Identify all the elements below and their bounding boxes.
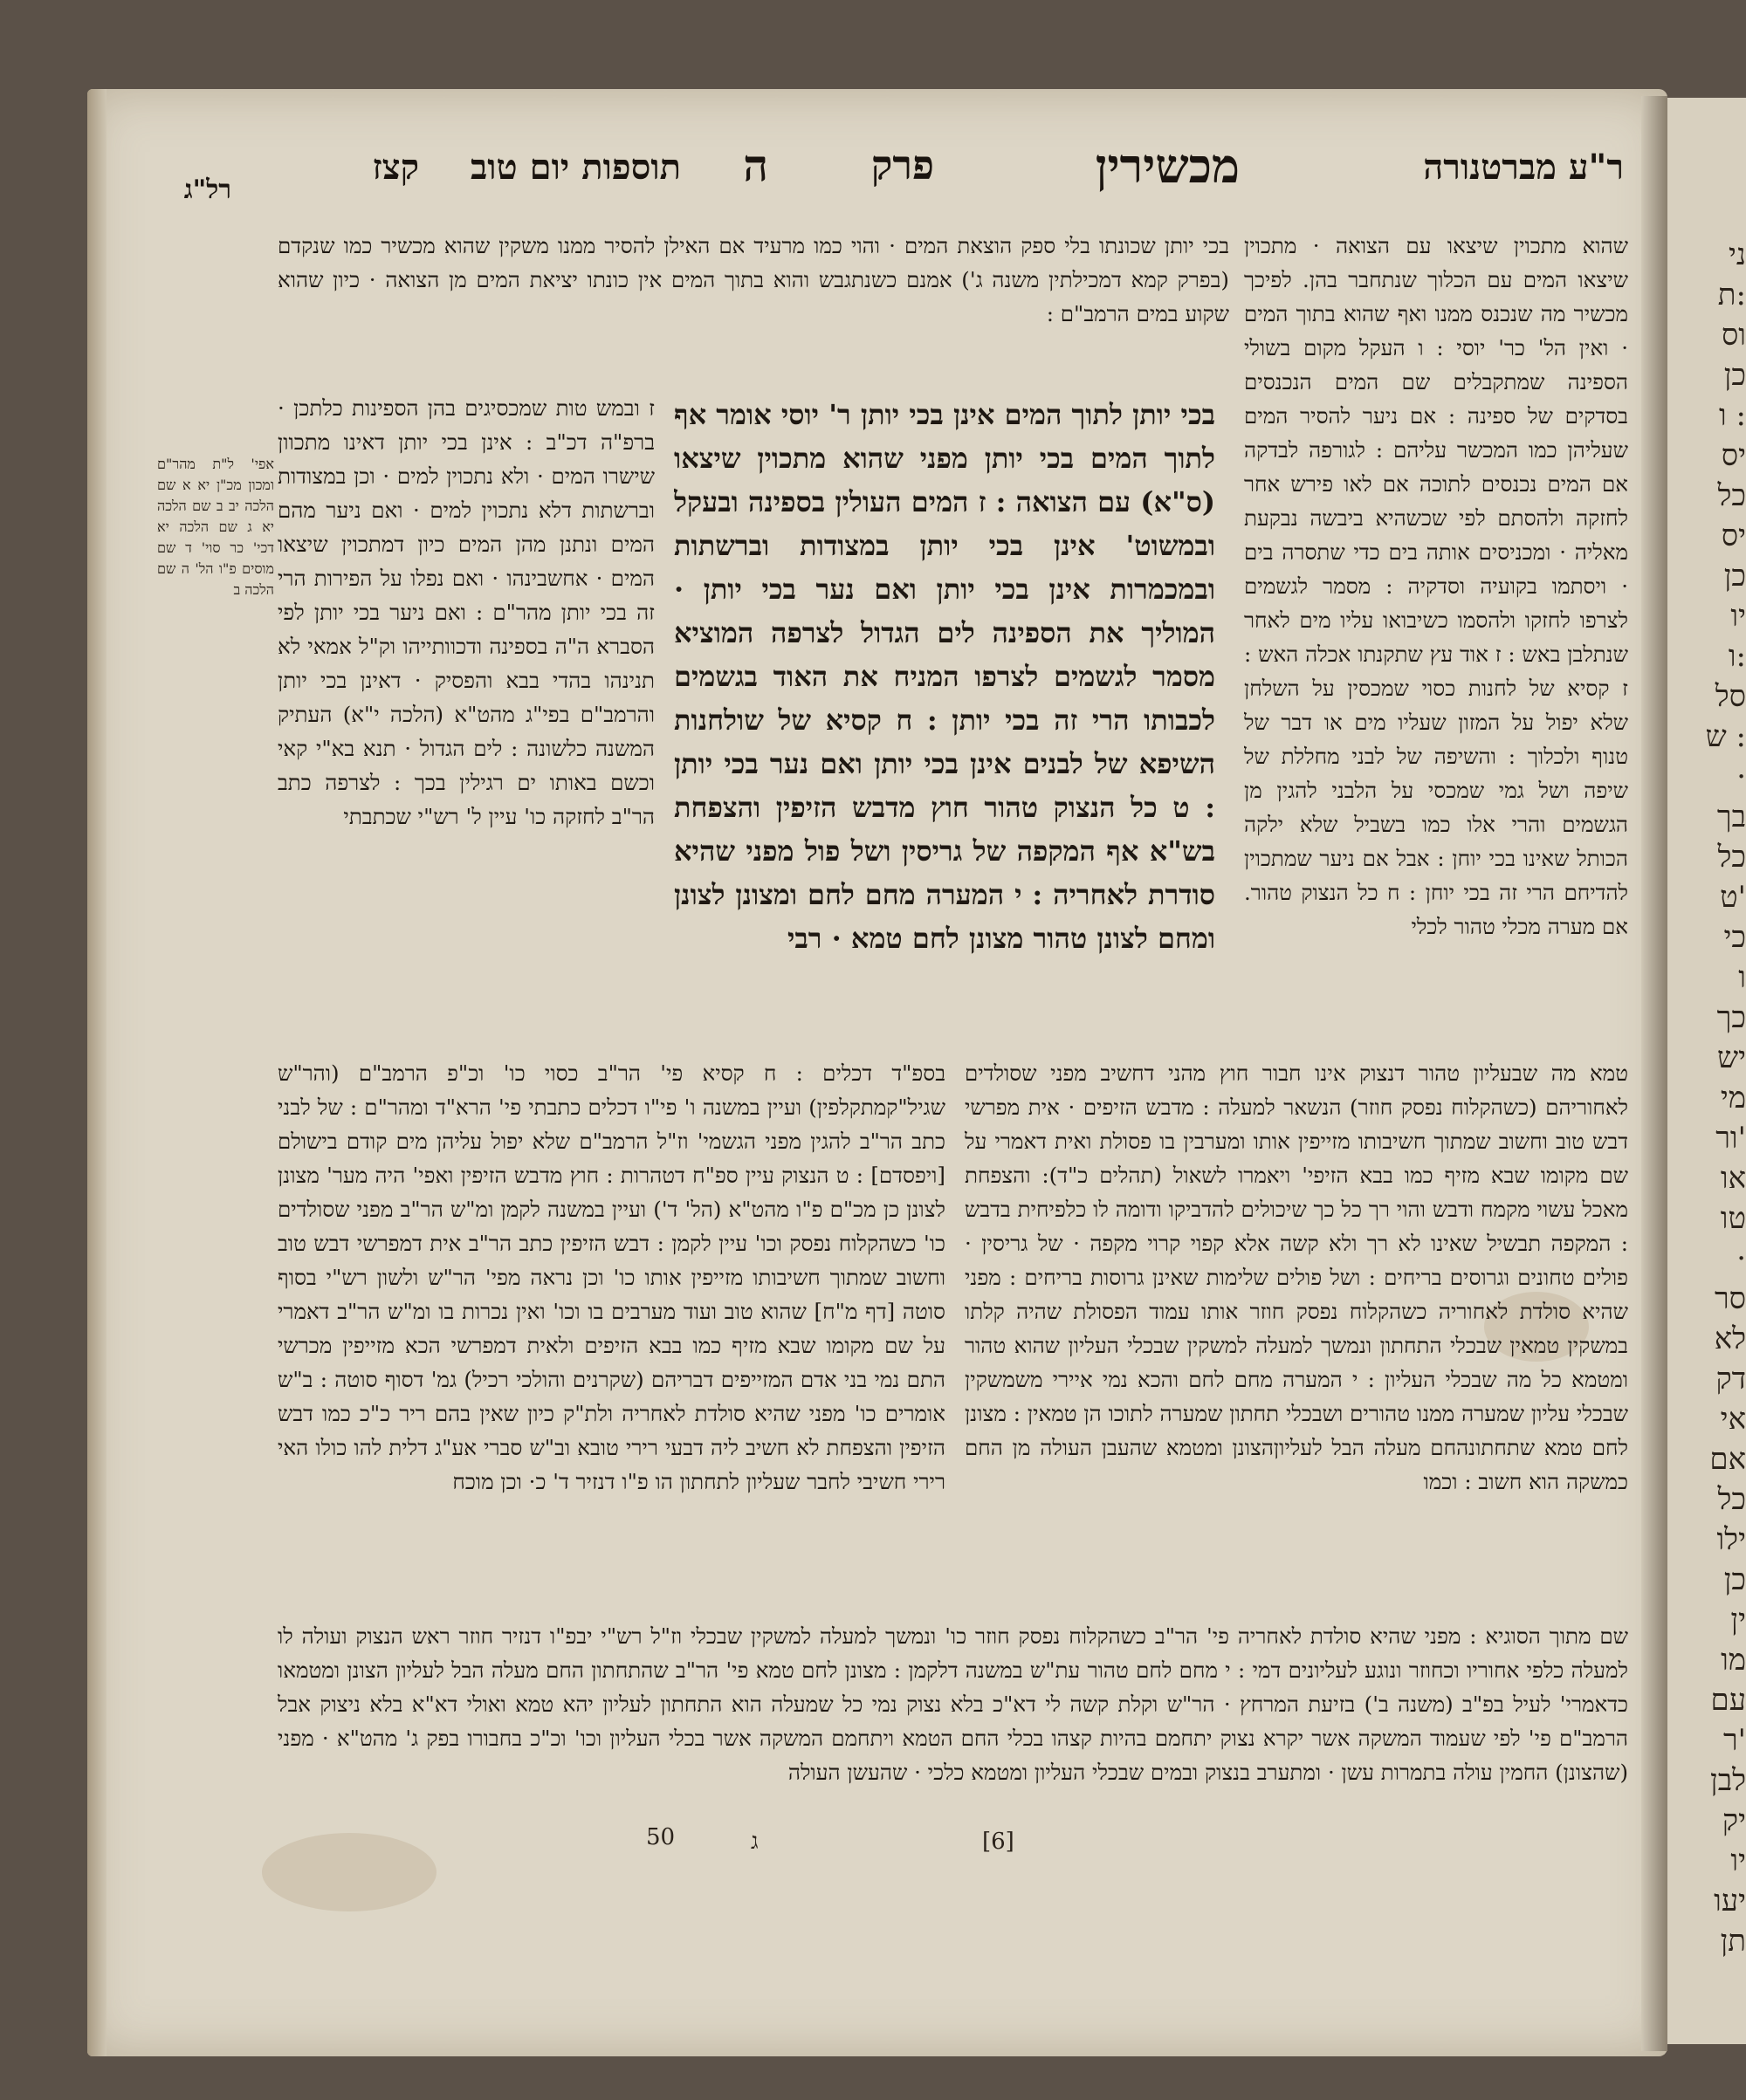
next-page-fragment: כן <box>1723 559 1746 594</box>
next-page-fragment: ילו <box>1716 1522 1746 1557</box>
bottom-commentary <box>278 1619 1628 1829</box>
tosafot-main-text: ז ובמש טות שמכסיגים בהן הספינות כלתכן · ברפ"ה דכ"ב : אינן בכי יותן דאינו מתכוון שישרו המים · ולא נתכוין למים · וכן במצודות וברשתות דלא נתכוין למים · ואם ניער מהם המים ונתנן מהן המים כיון דמתכוין שיצאו המים · אחשבינהו · ואם נפלו על הפירות הרי זה בכי יותן מהר"ם : ואם ניער בכי יותן לפי הסברא ה"ה בספינה ודכוותייהו וק"ל אמאי לא תנינהו בהדי בבא והפסיק · דאינן בכי יותן והרמב"ם בפי"ג מהט"א (הלכה י"א) העתיק המשנה כלשונה : לים הגדול · תנא בא"י קאי וכשם באותו ים רגילין בכך : לצרפה כתב הר"ב לחזקה כו' עיין ל' רש"י שכתבתי <box>278 395 655 829</box>
bartenura-column <box>1244 229 1628 1049</box>
folio-mark-a: 50 <box>646 1824 676 1850</box>
next-page-fragment: ט' <box>1720 880 1746 915</box>
next-page-fragment: ין <box>1730 1602 1746 1637</box>
header-tosafot-title: תוספות יום טוב <box>471 147 681 188</box>
next-page-fragment: כל <box>1717 840 1746 875</box>
folio-mark-c: [6] <box>982 1829 1014 1855</box>
next-page-fragment: כן <box>1723 1562 1746 1597</box>
book-spine <box>87 89 107 2056</box>
next-page-fragment: לבן <box>1710 1763 1746 1798</box>
tosafot-top-text: בכי יותן שכונתו בלי ספק הוצאת המים · והוי כמו מרעיד אם האילן להסיר ממנו משקין שהוא מכשיר כמו שנקדם (בפרק קמא דמכילתין משנה ג') אמנם כשנתגבש והוא בתוך המים אין כונתו יציאת המים מן הצואה · כיון שהוא שקוע במים הרמב"ם : <box>278 233 1229 326</box>
margin-mark: רל"ג <box>183 175 231 205</box>
mishnah-column <box>674 393 1215 1074</box>
next-page-fragment: ש : <box>1705 719 1746 754</box>
next-page-fragment: כי <box>1723 920 1746 955</box>
next-page-fragment: ור' <box>1715 1121 1746 1156</box>
next-page-fragment: אם <box>1709 1442 1746 1477</box>
next-page-fragment: תן <box>1720 1924 1746 1959</box>
next-page-edge <box>1667 98 1746 2044</box>
header-tractate: מכשירין <box>1095 138 1240 194</box>
mishnah-text: בכי יותן לתוך המים אינן בכי יותן ר' יוסי אומר אף לתוך המים בכי יותן מפני שהוא מתכוין שיצאו (ס"א) עם הצואה : ז המים העולין בספינה ובעקל ובמשוט' אינן בכי יותן במצודות וברשתות ובמכמרות אינן בכי יותן ואם נער בכי יותן · המוליך את הספינה לים הגדול לצרפה המוציא מסמר לגשמים לצרפו המניח את האוד בגשמים לכבותו הרי זה בכי יותן : ח קסיא של שולחנות השיפא של לבנים אינן בכי יותן ואם נער בכי יותן : ט כל הנצוק טהור חוץ מדבש הזיפין והצפחת בש"א אף המקפה של גריסין ושל פול מפני שהיא סודרת לאחריה : י המערה מחם לחם ומצונן לצונן ומחם לצונן טהור מצונן לחם טמא · רבי <box>674 398 1215 955</box>
next-page-fragment: יק <box>1722 1803 1746 1838</box>
next-page-fragment: או <box>1720 1161 1746 1196</box>
next-page-fragment: סל <box>1715 679 1746 714</box>
next-page-fragment: · <box>1736 759 1746 794</box>
next-page-fragment: יו <box>1730 1843 1746 1878</box>
tosafot-main <box>278 391 655 1054</box>
next-page-fragment: ת: <box>1717 278 1746 312</box>
next-page-fragment: כל <box>1717 478 1746 513</box>
folio-mark-b: ג <box>751 1829 759 1855</box>
bartenura-lower <box>965 1056 1628 1615</box>
header-commentary-name: ר"ע מברטנורה <box>1423 147 1624 188</box>
next-page-fragment: סר <box>1714 1281 1746 1316</box>
next-page-fragment: יס <box>1721 438 1746 473</box>
next-page-fragment: יו <box>1730 599 1746 634</box>
next-page-fragment: דק <box>1715 1362 1746 1397</box>
bartenura-lower-text: טמא מה שבעליון טהור דנצוק אינו חבור חוץ מהני דחשיב מפני שסולדים לאחוריהם (כשהקלוח נפסק חוזר) הנשאר למעלה : מדבש הזיפים · אית מפרשי דבש טוב וחשוב שמתוך חשיבותו מזייפין אותו ומערבין בו פסולת ואית דאמרי על שם מקומו שבא מזיף כמו בבא הזיפי' ויאמרו לשאול (תהלים כ"ד): והצפחת מאכל עשוי מקמח ודבש והוי רך כל כך שיכולים להדביקו ודומה לו כלפיחית בדבש : המקפה תבשיל שאינו לא רך ולא קשה אלא קפוי קרוי מקפה · של גריסין · פולים טחונים וגרוסים בריחים : ושל פולים שלימות שאינן גרוסות בריחים : מפני שהיא סולדת לאחוריה כשהקלוח נפסק חוזר אותו עמוד הפסולת שהיה קלתו במשקין טמאין שבכלי התחתון ונמשך למעלה למשקין שבכלי העליון שהוא טהור ומטמא כל מה שבכלי העליון : י המערה מחם לחם והכא נמי איירי משמשקין שבכלי עליון שמערה ממנו טהורים ושבכלי תחתון שמערה לתוכו הן טמאין : מצונן לחם טמא שתחתונהחם מעלה הבל לעליוןהצונן ומטמא שהעבן העולה מן החם כמשקה הוא חשוב : וכמו <box>965 1060 1628 1494</box>
next-page-fragment: כן <box>1723 358 1746 393</box>
next-page-fragment: יס <box>1721 518 1746 553</box>
next-page-fragment: עם <box>1710 1683 1746 1718</box>
next-page-fragment: ו: <box>1728 639 1746 674</box>
page-gutter <box>1641 96 1667 2051</box>
next-page-fragment: כך <box>1716 1000 1746 1035</box>
next-page-fragment: טו <box>1720 1201 1746 1236</box>
next-page-fragment: מי <box>1720 1081 1746 1115</box>
side-notes <box>157 454 274 628</box>
paper-stain <box>262 1833 436 1911</box>
next-page-fragment: בך <box>1716 800 1746 834</box>
next-page-fragment: ני <box>1729 237 1746 272</box>
next-page-fragment: אי <box>1720 1402 1746 1437</box>
tosafot-top <box>278 229 1229 386</box>
next-page-fragment: ר' <box>1722 1723 1746 1758</box>
header-chapter-word: פרק <box>870 141 934 189</box>
next-page-fragment: יש <box>1717 1040 1746 1075</box>
page-number: קצז <box>372 147 419 188</box>
next-page-fragment: ו <box>1738 960 1746 995</box>
bottom-commentary-text: שם מתוך הסוגיא : מפני שהיא סולדת לאחריה פי' הר"ב כשהקלוח נפסק חוזר כו' ונמשך למעלה למשקין שבכלי וז"ל רש"י יבפ"ו דנזיר חוזר ראש הנצוק ועולה לו למעלה כלפי אחוריו וכחוזר ונוגע לעליונים דמי : י מחם לחם טהור עת"ש במשנה דלקמן : מצונן לחם טמא פי' הר"ב שהתחתון החם מעלה הבל לעליון הצונן ומטמאו כדאמרי' לעיל בפ"ב (משנה ב') בזיעת המרחץ · הר"ש וקלת קשה לי דא"כ בלא נצוק נמי כל שמעלה הוא התחתון לעליון יהא טמא ואולי דא"א בלא ניצוק אבל הרמב"ם פי' לפי שעמוד המשקה אשר יקרא נצוק יתחמם בהיות קצהו בכלי החם הטמא ויתחמם המשקה אשר בכלי העליון וכו' וכ"כ בחבורו בפק ג' מהט"א · מפני (שהצונן) החמין עולה בתמרות עשן · ומתערב בנצוק ובמים שבכלי העליון ומטמא כלכי · שהעשן העולה <box>278 1623 1628 1785</box>
side-notes-text: אפי' ל"ת מהר"ם ומכון מכ"ן יא א שם הלכה יב ב שם הלכה יא ג שם הלכה יא דכי' כר סוי' ד שם מוסים פ"ו הל' ה שם הלכה ב <box>157 456 274 598</box>
next-page-fragment: לא <box>1714 1321 1746 1356</box>
next-page-fragment: יעו <box>1714 1884 1746 1918</box>
next-page-fragment: מו <box>1721 1643 1746 1678</box>
next-page-fragment: · <box>1736 1241 1746 1276</box>
tosafot-lower <box>278 1056 945 1615</box>
next-page-fragment: וס <box>1721 318 1746 353</box>
next-page-fragment: ו : <box>1719 398 1746 433</box>
next-page-fragment: כל <box>1717 1482 1746 1517</box>
tosafot-lower-text: בספ"ד דכלים : ח קסיא פי' הר"ב כסוי כו' וכ"פ הרמב"ם (והר"ש שגיל"קמתקלפין) ועיין במשנה ו' פי"ו דכלים כתבתי פי' הרא"ד ומהר"ם : של לבני כתב הר"ב להגין מפני הגשמי' וז"ל הרמב"ם שלא יפול עליהן מים קודם בישולם [ויפסדם] : ט הנצוק עיין ספ"ח דטהרות : חוץ מדבש הזיפין ואפי' היה מער' מצונן לצונן כן מכ"ם פ"ו מהט"א (הל' ד') ועיין במשנה לקמן ומ"ש הר"ב מפני שסולדים כו' כשהקלוח נפסק וכו' עיין לקמן : דבש הזיפין כתב הר"ב אית דמפרשי דבש טוב וחשוב שמתוך חשיבותו מזייפין אותו כו' וכן נראה מפי' הר"ש ולשון רש"י בסוף סוטה [דף מ"ח] שהוא טוב ועוד מערבים בו וכו' ואין נכרות בו ומ"ש הר"ב דאמרי על שם מקומו שבא מזיף כמו בבא הזיפים ולאית דמפרשי הכא מזייפין מכרשי התם נמי בני אדם המזייפים דבריהם (שקרנים והולכי רכיל) גמ' דסוף סוטה : ב"ש אומרים כו' מפני שהיא סולדת לאחריה ולת"ק כיון שאין בהם ריר כ"כ כמו דבש הזיפין והצפחת לא חשיב ליה דבעי רירי טובא וב"ש סברי אע"ג דלית להו כולו האי רירי חשיבי לחבר שעליון לתחתון הו פ"ו דנזיר ד' כ· וכן מוכח <box>278 1060 945 1494</box>
bartenura-text: שהוא מתכוין שיצאו עם הצואה · מתכוין שיצאו המים עם הכלוך שנתחבר בהן. לפיכך מכשיר מה שנכנס ממנו ואף שהוא בתוך המים · ואין הל' כר' יוסי : ו העקל מקום בשולי הספינה שמתקבלים שם המים הנכנסים בסדקים של ספינה : אם ניער להסיר המים שעליהן כמו המכשר עליהם : לגורפה לבדקה אם המים נכנסים לתוכה אם לאו פירש אחר לחזקה ולהסתם לפי שכשהיא ביבשה נבקעת מאליה · ומכניסים אותה בים כדי שתסרה בים · ויסתמו בקועיה וסדקיה : מסמר לגשמים לצרפו לחזקו ולהסמו כשיבואו עליו מים לאחר שנתלבן באש : ז אוד עץ שתקנתו אכלה האש : ז קסיא של לחנות כסוי שמכסין על השלחן שלא יפול על המזון שעליו מים או דבר של טנוף ולכלוך : והשיפה של לבני מחללת של שיפה ושל גמי שמכסי על הלבני להגין מן הגשמים והרי אלו כמו בשביל שלא ילקה הכותל שאינו בכי יוחן : אבל אם ניער שמתכוין להדיחם הרי זה בכי יוחן : ח כל הנצוק טהור. אם מערה מכלי טהור לכלי <box>1244 233 1628 939</box>
header-chapter-number: ה <box>743 140 768 191</box>
